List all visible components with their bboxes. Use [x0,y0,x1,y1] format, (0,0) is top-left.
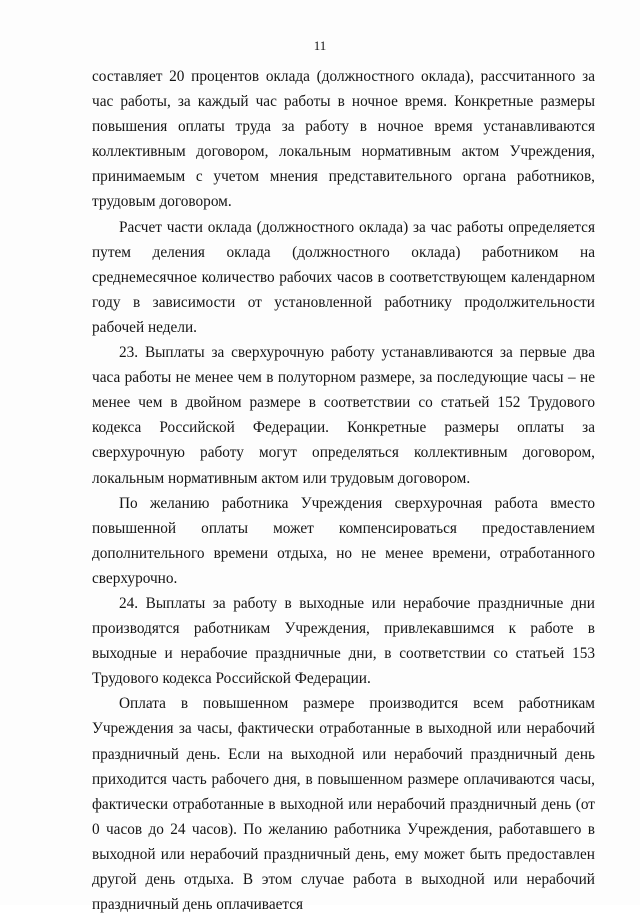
paragraph-overtime-compensation: По желанию работника Учреждения сверхурочная работа вместо повышенной оплаты может компенсироваться предоставлением дополнительного времени отдыха, но не менее времени, отработанного сверхурочно. [92,494,595,587]
document-body [92,64,595,917]
paragraph-item-23: 23. Выплаты за сверхурочную работу устанавливаются за первые два часа работы не менее чем в полуторном размере, за последующие часы – не менее чем в двойном размере в соответствии со статьей 152 Трудового кодекса Российской Федерации. Конкретные размеры оплаты за сверхурочную работу могут определяться коллективным договором, локальным нормативным актом или трудовым договором. [92,344,595,487]
paragraph-continuation: составляет 20 процентов оклада (должностного оклада), рассчитанного за час работы, за каждый час работы в ночное время. Конкретные размеры повышения оплаты труда за работу в ночное время устанавливаются коллективным договором, локальным нормативным актом Учреждения, принимаемым с учетом мнения представительного органа работников, трудовым договором. [92,68,595,211]
page-number: 11 [313,38,327,53]
paragraph-hourly-rate: Расчет части оклада (должностного оклада) за час работы определяется путем деления оклада (должностного оклада) работником на среднемесячное количество рабочих часов в соответствующем календарном году в зависимости от установленной работнику продолжительности рабочей недели. [92,218,595,336]
paragraph-holiday-pay: Оплата в повышенном размере производится всем работникам Учреждения за часы, фактически отработанные в выходной или нерабочий праздничный день. Если на выходной или нерабочий праздничный день приходится часть рабочего дня, в повышенном размере оплачиваются часы, фактически отработанные в выходной или нерабочий праздничный день (от 0 часов до 24 часов). По желанию работника Учреждения, работавшего в выходной или нерабочий праздничный день, ему может быть предоставлен другой день отдыха. В этом случае работа в выходной или нерабочий праздничный день оплачивается [92,695,595,914]
paragraph-item-24: 24. Выплаты за работу в выходные или нерабочие праздничные дни производятся работникам Учреждения, привлекавшимся к работе в выходные и нерабочие праздничные дни, в соответствии со статьей 153 Трудового кодекса Российской Федерации. [92,594,595,688]
